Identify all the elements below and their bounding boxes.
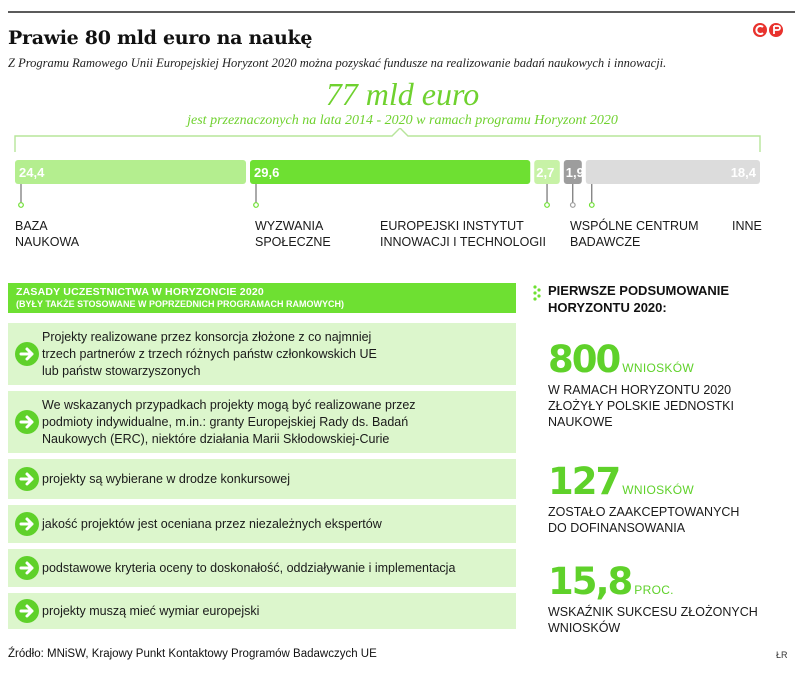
dots-icon [533,285,543,301]
rules-header [8,283,516,313]
rule-text: projekty muszą mieć wymiar europejski [42,603,260,618]
arrow-right-icon [14,555,40,581]
arrow-right-icon [14,466,40,492]
arrow-right-icon [14,341,40,367]
stat-value: 127 [548,460,620,503]
bar-pointer-dot [254,203,259,208]
stat-description: W RAMACH HORYZONTU 2020 ZŁOŻYŁY POLSKIE JEDNOSTKI NAUKOWE [548,383,734,429]
rule-text: Projekty realizowane przez konsorcja złożone z co najmniej trzech partnerów z trzech różnych państw członkowskich UE lub państw stowarzyszonych [42,329,377,378]
rule-text: podstawowe kryteria oceny to doskonałość, oddziaływanie i implementacja [42,560,456,575]
publisher-logo [752,22,786,38]
stat-success-rate [548,562,758,636]
bar-segment [250,160,530,184]
category-label: INNE [732,219,762,233]
bar-pointer-dot [571,203,576,208]
bar-value-label: 29,6 [254,165,280,180]
bar-segment [15,160,246,184]
rule-item [8,505,516,543]
total-bracket [0,128,805,156]
category-label: INNOWACJI I TECHNOLOGII [380,235,546,249]
category-label: BADAWCZE [570,235,641,249]
rule-text: We wskazanych przypadkach projekty mogą być realizowane przez podmioty indywidualne, m.in.: granty Europejskiej Rady ds. Badań Naukowych (ERC), niektóre działania Marii Skłodowskiej-Curie [42,397,416,446]
bar-pointer-dot [545,203,550,208]
stat-description: WSKAŹNIK SUKCESU ZŁOŻONYCH WNIOSKÓW [548,605,758,635]
category-label: WSPÓLNE CENTRUM [570,219,699,233]
rule-item [8,391,516,453]
summary-title: PIERWSZE PODSUMOWANIE HORYZONTU 2020: [548,283,730,315]
arrow-right-icon [14,598,40,624]
rule-text: jakość projektów jest oceniana przez niezależnych ekspertów [42,516,382,531]
category-label: WYZWANIA [255,219,324,233]
bar-value-label: 18,4 [730,165,756,180]
budget-bar-chart [0,155,805,255]
total-value: 77 mld euro [325,76,480,112]
page-subtitle: Z Programu Ramowego Unii Europejskiej Horyzont 2020 można pozyskać fundusze na realizowanie badań naukowych i innowacji. [8,56,667,70]
category-label: NAUKOWA [15,235,80,249]
category-label: BAZA [15,219,48,233]
page-title: Prawie 80 mld euro na naukę [8,27,313,49]
category-label: EUROPEJSKI INSTYTUT [380,219,524,233]
total-note: jest przeznaczonych na lata 2014 - 2020 w ramach programu Horyzont 2020 [187,113,618,128]
stat-applications [548,340,734,430]
bar-pointer-dot [19,203,24,208]
rule-item [8,323,516,385]
brand-mark: ŁR [776,650,788,660]
category-label: SPOŁECZNE [255,235,331,249]
bar-value-label: 2,7 [536,165,555,180]
stat-unit: WNIOSKÓW [622,483,694,497]
bar-value-label: 1,9 [565,165,584,180]
stat-accepted [548,462,739,536]
bar-value-label: 24,4 [19,165,45,180]
stat-description: ZOSTAŁO ZAAKCEPTOWANYCH DO DOFINANSOWANIA [548,505,740,535]
top-rule [8,11,795,13]
rule-item [8,549,516,587]
stat-value: 15,8 [548,560,632,603]
arrow-right-icon [14,409,40,435]
stat-value: 800 [548,338,620,381]
rule-item [8,593,516,629]
stat-unit: WNIOSKÓW [622,361,694,375]
rule-item [8,459,516,499]
stat-unit: PROC. [634,583,674,597]
source-note: Źródło: MNiSW, Krajowy Punkt Kontaktowy Programów Badawczych UE [8,648,377,660]
arrow-right-icon [14,511,40,537]
rule-text: projekty są wybierane w drodze konkursowej [42,471,291,486]
rules-title: ZASADY UCZESTNICTWA W HORYZONCIE 2020 [16,286,264,298]
rules-subtitle: (BYŁY TAKŻE STOSOWANE W POPRZEDNICH PROGRAMACH RAMOWYCH) [16,299,344,309]
bar-pointer-dot [589,203,594,208]
